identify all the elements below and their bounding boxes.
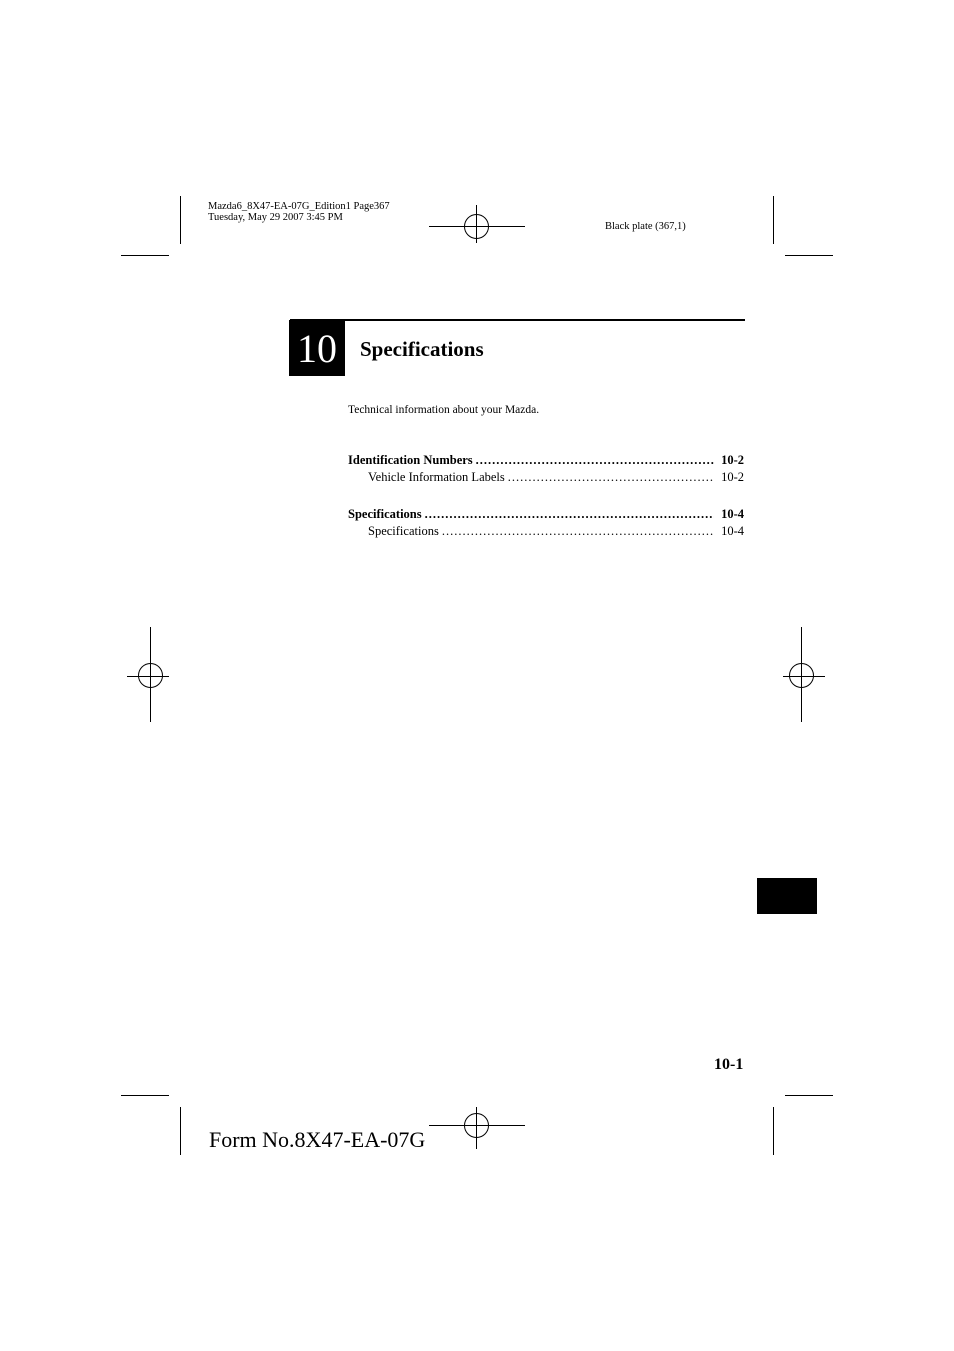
crop-mark-bottom-right-horizontal [785,1095,833,1096]
toc-page: 10-4 [721,524,744,538]
toc-title: Vehicle Information Labels [368,470,505,484]
crop-mark-top-left-horizontal [121,255,169,256]
print-file-info [208,201,390,223]
crop-mark-top-right-vertical [773,196,774,244]
toc-title: Specifications [348,507,422,521]
crop-mark-bottom-right-vertical [773,1107,774,1155]
crop-mark-bottom-left-vertical [180,1107,181,1155]
plate-label: Black plate (367,1) [605,221,686,232]
registration-mark-bottom-circle [464,1113,489,1138]
chapter-rule [290,319,745,321]
print-file-line: Mazda6_8X47-EA-07G_Edition1 Page367 [208,201,390,212]
registration-mark-top-circle [464,214,489,239]
crop-mark-top-left-vertical [180,196,181,244]
crop-mark-top-right-horizontal [785,255,833,256]
toc-title: Specifications [368,524,439,538]
chapter-number: 10 [297,325,337,371]
chapter-thumb-tab [757,878,817,914]
toc-item-specifications[interactable] [348,506,744,523]
page-number: 10-1 [714,1056,744,1073]
toc-item-identification-numbers[interactable] [348,452,744,469]
toc-item-specifications-sub[interactable] [348,523,744,540]
chapter-number-box [289,320,345,376]
chapter-title: Specifications [360,337,484,361]
toc-leader [425,506,714,523]
toc-page: 10-4 [721,507,744,521]
toc-page: 10-2 [721,453,744,467]
intro-text: Technical information about your Mazda. [348,404,540,416]
registration-mark-left-circle [138,663,163,688]
toc-item-vehicle-information-labels[interactable] [348,469,744,486]
toc-leader [476,452,714,469]
registration-mark-right-circle [789,663,814,688]
crop-mark-bottom-left-horizontal [121,1095,169,1096]
form-number: Form No.8X47-EA-07G [209,1127,426,1152]
toc-page: 10-2 [721,470,744,484]
toc-title: Identification Numbers [348,453,473,467]
toc-leader [442,523,714,540]
toc-leader [508,469,714,486]
print-date-line: Tuesday, May 29 2007 3:45 PM [208,212,343,223]
